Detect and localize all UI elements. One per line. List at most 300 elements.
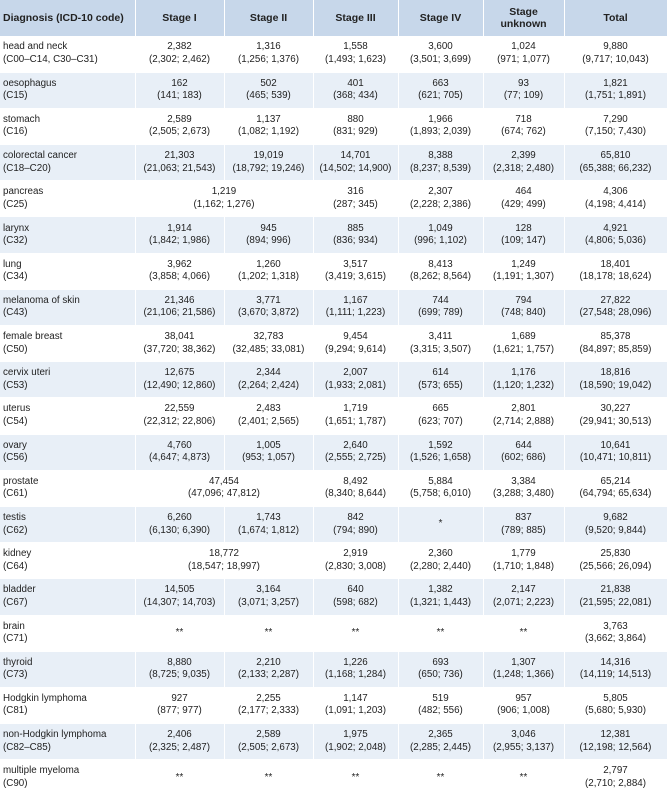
table-row: [0, 72, 667, 108]
stage-1-cell: [135, 506, 224, 542]
cell-interval: (8,725; 9,035): [148, 669, 210, 681]
cell-interval: (953; 1,057): [242, 452, 295, 464]
cell-value: **: [175, 771, 184, 783]
cell-interval: (4,198; 4,414): [584, 198, 646, 210]
cell-interval: (18,590; 19,042): [579, 379, 652, 391]
stage-1-cell: [135, 615, 224, 651]
stage-3-cell: [313, 651, 398, 687]
diagnosis-cell: [0, 398, 135, 434]
cell-value: 794: [515, 294, 532, 306]
header-stage-1: Stage I: [135, 0, 224, 36]
cell-interval: (482; 556): [418, 705, 463, 717]
cell-value: 8,492: [343, 475, 368, 487]
cell-interval: (4,647; 4,873): [148, 452, 210, 464]
total-cell: [564, 434, 667, 470]
diagnosis-name: bladder: [3, 584, 36, 596]
cell-value: *: [438, 518, 443, 530]
cell-value: 502: [260, 77, 277, 89]
stage-unknown-cell: [483, 543, 564, 579]
cell-value: 27,822: [600, 294, 631, 306]
total-cell: [564, 615, 667, 651]
icd-code: (C53): [3, 379, 28, 391]
cell-value: 22,559: [164, 403, 195, 415]
table-row: [0, 615, 667, 651]
cell-value: 2,406: [167, 729, 192, 741]
stage-4-cell: [398, 724, 483, 760]
cell-value: 2,589: [167, 113, 192, 125]
diagnosis-cell: [0, 434, 135, 470]
cell-interval: (2,302; 2,462): [148, 53, 210, 65]
stage-1-2-cell: [135, 181, 313, 217]
stage-2-cell: [224, 72, 313, 108]
cell-value: 2,399: [511, 150, 536, 162]
cell-value: 4,921: [603, 222, 628, 234]
icd-code: (C62): [3, 524, 28, 536]
cell-interval: (25,566; 26,094): [579, 560, 652, 572]
cell-interval: (12,490; 12,860): [143, 379, 216, 391]
cell-interval: (1,162; 1,276): [193, 198, 255, 210]
table-row: [0, 434, 667, 470]
cell-interval: (996; 1,102): [414, 235, 467, 247]
cell-interval: (429; 499): [501, 198, 546, 210]
cell-value: **: [351, 626, 360, 638]
cell-value: 1,592: [428, 439, 453, 451]
cell-value: 1,914: [167, 222, 192, 234]
stage-4-cell: [398, 398, 483, 434]
diagnosis-name: non-Hodgkin lymphoma: [3, 729, 107, 741]
cell-value: 30,227: [600, 403, 631, 415]
diagnosis-cell: [0, 724, 135, 760]
cell-interval: (9,294; 9,614): [324, 343, 386, 355]
icd-code: (C43): [3, 307, 28, 319]
diagnosis-name: pancreas: [3, 186, 44, 198]
cell-interval: (789; 885): [501, 524, 546, 536]
cell-value: 38,041: [164, 331, 195, 343]
stage-unknown-cell: [483, 326, 564, 362]
stage-1-cell: [135, 434, 224, 470]
cell-interval: (3,071; 3,257): [237, 596, 299, 608]
stage-1-2-cell: [135, 470, 313, 506]
stage-3-cell: [313, 108, 398, 144]
cell-value: 3,384: [511, 475, 536, 487]
diagnosis-cell: [0, 579, 135, 615]
total-cell: [564, 724, 667, 760]
diagnosis-cell: [0, 506, 135, 542]
total-cell: [564, 326, 667, 362]
total-cell: [564, 651, 667, 687]
cell-interval: (18,792; 19,246): [232, 162, 305, 174]
stage-2-cell: [224, 724, 313, 760]
stage-4-cell: [398, 687, 483, 723]
cell-interval: (699; 789): [418, 307, 463, 319]
cell-value: 464: [515, 186, 532, 198]
stage-4-cell: [398, 579, 483, 615]
table-row: [0, 760, 667, 796]
total-cell: [564, 289, 667, 325]
cell-interval: (9,520; 9,844): [584, 524, 646, 536]
cell-value: 1,966: [428, 113, 453, 125]
cell-value: 10,641: [600, 439, 631, 451]
cell-value: 3,600: [428, 41, 453, 53]
total-cell: [564, 72, 667, 108]
cell-interval: (1,621; 1,757): [492, 343, 554, 355]
stage-3-cell: [313, 760, 398, 796]
cell-interval: (2,177; 2,333): [237, 705, 299, 717]
cell-interval: (1,248; 1,366): [492, 669, 554, 681]
cell-value: 19,019: [253, 150, 284, 162]
cell-value: **: [264, 626, 273, 638]
cell-interval: (47,096; 47,812): [188, 488, 260, 500]
stage-1-cell: [135, 398, 224, 434]
cell-interval: (1,493; 1,623): [324, 53, 386, 65]
cell-value: 1,821: [603, 77, 628, 89]
cell-value: 18,816: [600, 367, 631, 379]
stage-3-cell: [313, 543, 398, 579]
cell-value: 8,880: [167, 656, 192, 668]
diagnosis-name: female breast: [3, 331, 63, 343]
cell-value: 2,640: [343, 439, 368, 451]
stage-1-cell: [135, 651, 224, 687]
diagnosis-name: larynx: [3, 222, 30, 234]
cell-interval: (64,794; 65,634): [579, 488, 652, 500]
cell-interval: (3,670; 3,872): [237, 307, 299, 319]
cell-value: 2,589: [256, 729, 281, 741]
header-stage-unknown: Stage unknown: [483, 0, 564, 36]
cell-value: 880: [347, 113, 364, 125]
cell-value: **: [436, 771, 445, 783]
cell-interval: (877; 977): [157, 705, 202, 717]
cell-value: 1,249: [511, 258, 536, 270]
cell-interval: (598; 682): [333, 596, 378, 608]
cell-value: 2,255: [256, 692, 281, 704]
cell-value: 14,316: [600, 656, 631, 668]
cell-value: 2,210: [256, 656, 281, 668]
table-row: [0, 506, 667, 542]
cell-interval: (1,168; 1,284): [324, 669, 386, 681]
stage-3-cell: [313, 36, 398, 72]
cell-value: 7,290: [603, 113, 628, 125]
total-cell: [564, 470, 667, 506]
cell-interval: (2,830; 3,008): [324, 560, 386, 572]
cell-interval: (971; 1,077): [497, 53, 550, 65]
icd-code: (C61): [3, 488, 28, 500]
cell-interval: (2,555; 2,725): [324, 452, 386, 464]
cell-value: 25,830: [600, 548, 631, 560]
stage-2-cell: [224, 760, 313, 796]
cell-interval: (2,264; 2,424): [237, 379, 299, 391]
cell-value: 2,344: [256, 367, 281, 379]
cell-value: 665: [432, 403, 449, 415]
table-row: [0, 579, 667, 615]
diagnosis-name: ovary: [3, 439, 27, 451]
cell-value: 3,763: [603, 620, 628, 632]
table-row: [0, 687, 667, 723]
cell-value: 316: [347, 186, 364, 198]
stage-unknown-cell: [483, 362, 564, 398]
stage-4-cell: [398, 651, 483, 687]
stage-2-cell: [224, 579, 313, 615]
diagnosis-name: brain: [3, 620, 25, 632]
cell-value: 2,919: [343, 548, 368, 560]
stage-4-cell: [398, 615, 483, 651]
stage-3-cell: [313, 181, 398, 217]
cell-interval: (141; 183): [157, 90, 202, 102]
cell-value: 1,147: [343, 692, 368, 704]
cell-value: 644: [515, 439, 532, 451]
cell-value: 1,024: [511, 41, 536, 53]
stage-1-cell: [135, 760, 224, 796]
table-row: [0, 470, 667, 506]
stage-unknown-cell: [483, 724, 564, 760]
cell-interval: (3,419; 3,615): [324, 271, 386, 283]
cell-interval: (5,680; 5,930): [584, 705, 646, 717]
cell-value: 693: [432, 656, 449, 668]
cell-interval: (1,933; 2,081): [324, 379, 386, 391]
header-diagnosis: Diagnosis (ICD-10 code): [0, 0, 135, 36]
cell-value: 21,303: [164, 150, 195, 162]
icd-code: (C32): [3, 235, 28, 247]
cell-interval: (2,325; 2,487): [148, 741, 210, 753]
cell-interval: (14,119; 14,513): [579, 669, 652, 681]
diagnosis-cell: [0, 615, 135, 651]
icd-code: (C54): [3, 415, 28, 427]
cell-value: 401: [347, 77, 364, 89]
diagnosis-name: colorectal cancer: [3, 150, 78, 162]
stage-2-cell: [224, 651, 313, 687]
cell-value: 3,164: [256, 584, 281, 596]
cell-value: 927: [171, 692, 188, 704]
cell-interval: (5,758; 6,010): [409, 488, 471, 500]
cell-value: 1,137: [256, 113, 281, 125]
cell-interval: (621; 705): [418, 90, 463, 102]
stage-4-cell: [398, 760, 483, 796]
header-stage-2: Stage II: [224, 0, 313, 36]
cell-interval: (3,288; 3,480): [492, 488, 554, 500]
cell-value: 18,401: [600, 258, 631, 270]
cell-interval: (22,312; 22,806): [143, 415, 216, 427]
cell-value: 744: [432, 294, 449, 306]
diagnosis-cell: [0, 326, 135, 362]
table-row: [0, 108, 667, 144]
cell-interval: (14,502; 14,900): [319, 162, 392, 174]
stage-3-cell: [313, 434, 398, 470]
diagnosis-cell: [0, 217, 135, 253]
stage-3-cell: [313, 398, 398, 434]
cell-value: **: [264, 771, 273, 783]
stage-4-cell: [398, 145, 483, 181]
diagnosis-name: cervix uteri: [3, 367, 51, 379]
cell-interval: (21,106; 21,586): [143, 307, 216, 319]
diagnosis-name: stomach: [3, 113, 41, 125]
cell-value: 2,007: [343, 367, 368, 379]
cell-value: 1,743: [256, 512, 281, 524]
total-cell: [564, 579, 667, 615]
cell-value: 1,219: [211, 186, 237, 198]
icd-code: (C71): [3, 633, 28, 645]
cell-value: 1,005: [256, 439, 281, 451]
cell-value: 9,682: [603, 512, 628, 524]
icd-code: (C90): [3, 777, 28, 789]
cell-value: 1,975: [343, 729, 368, 741]
diagnosis-cell: [0, 760, 135, 796]
cell-value: 3,411: [428, 331, 453, 343]
header-stage-3: Stage III: [313, 0, 398, 36]
cell-interval: (37,720; 38,362): [143, 343, 216, 355]
cell-value: 18,772: [209, 548, 239, 560]
cell-value: 2,147: [511, 584, 536, 596]
cell-value: 2,382: [167, 41, 192, 53]
cell-interval: (14,307; 14,703): [143, 596, 216, 608]
cell-interval: (1,674; 1,812): [237, 524, 299, 536]
cell-value: **: [175, 626, 184, 638]
cell-interval: (12,198; 12,564): [579, 741, 652, 753]
stage-unknown-cell: [483, 470, 564, 506]
stage-4-cell: [398, 72, 483, 108]
header-stage-4: Stage IV: [398, 0, 483, 36]
cell-interval: (2,228; 2,386): [409, 198, 471, 210]
cell-value: 1,226: [343, 656, 368, 668]
cell-interval: (623; 707): [418, 415, 463, 427]
stage-1-cell: [135, 217, 224, 253]
stage-unknown-cell: [483, 145, 564, 181]
stage-3-cell: [313, 145, 398, 181]
stage-4-cell: [398, 253, 483, 289]
diagnosis-name: head and neck: [3, 41, 68, 53]
header-total: Total: [564, 0, 667, 36]
cell-interval: (906; 1,008): [497, 705, 550, 717]
cell-interval: (109; 147): [501, 235, 546, 247]
stage-3-cell: [313, 615, 398, 651]
cell-interval: (1,120; 1,232): [492, 379, 554, 391]
cell-value: 65,214: [600, 475, 631, 487]
cell-value: 663: [432, 77, 449, 89]
icd-code: (C15): [3, 90, 28, 102]
total-cell: [564, 108, 667, 144]
total-cell: [564, 543, 667, 579]
cell-interval: (1,842; 1,986): [148, 235, 210, 247]
cell-interval: (1,710; 1,848): [492, 560, 554, 572]
stage-3-cell: [313, 724, 398, 760]
cell-value: 2,797: [603, 765, 628, 777]
header-row: [0, 0, 667, 36]
cell-value: 2,483: [256, 403, 281, 415]
stage-unknown-cell: [483, 289, 564, 325]
cell-interval: (2,071; 2,223): [492, 596, 554, 608]
cell-value: **: [519, 626, 528, 638]
table-row: [0, 181, 667, 217]
cell-value: 128: [515, 222, 532, 234]
icd-code: (C16): [3, 126, 28, 138]
stage-unknown-cell: [483, 181, 564, 217]
cell-value: 5,884: [428, 475, 453, 487]
cell-value: 14,505: [164, 584, 195, 596]
stage-4-cell: [398, 36, 483, 72]
stage-4-cell: [398, 543, 483, 579]
stage-2-cell: [224, 253, 313, 289]
cell-value: 3,517: [343, 258, 368, 270]
diagnosis-cell: [0, 181, 135, 217]
stage-unknown-cell: [483, 760, 564, 796]
diagnosis-cell: [0, 687, 135, 723]
cell-value: 12,381: [600, 729, 631, 741]
cell-value: 2,307: [428, 186, 453, 198]
diagnosis-cell: [0, 72, 135, 108]
cell-value: 8,413: [428, 258, 453, 270]
diagnosis-name: kidney: [3, 548, 32, 560]
cell-value: 65,810: [600, 150, 631, 162]
table-row: [0, 326, 667, 362]
table-row: [0, 398, 667, 434]
cell-value: 3,046: [511, 729, 536, 741]
cell-interval: (2,710; 2,884): [584, 777, 646, 789]
table-row: [0, 289, 667, 325]
diagnosis-cell: [0, 470, 135, 506]
stage-4-cell: [398, 181, 483, 217]
cell-value: **: [436, 626, 445, 638]
cell-value: 4,760: [167, 439, 192, 451]
cell-interval: (27,548; 28,096): [579, 307, 652, 319]
cell-value: 12,675: [164, 367, 195, 379]
cell-interval: (18,547; 18,997): [188, 560, 260, 572]
stage-1-cell: [135, 253, 224, 289]
diagnosis-cell: [0, 289, 135, 325]
stage-2-cell: [224, 687, 313, 723]
cell-value: 1,779: [511, 548, 536, 560]
cell-value: 1,167: [343, 294, 368, 306]
total-cell: [564, 760, 667, 796]
total-cell: [564, 506, 667, 542]
icd-code: (C18–C20): [3, 162, 51, 174]
cell-interval: (4,806; 5,036): [584, 235, 646, 247]
total-cell: [564, 398, 667, 434]
icd-code: (C25): [3, 198, 28, 210]
stage-4-cell: [398, 108, 483, 144]
cell-value: 1,049: [428, 222, 453, 234]
cell-interval: (748; 840): [501, 307, 546, 319]
cell-interval: (1,256; 1,376): [237, 53, 299, 65]
stage-2-cell: [224, 506, 313, 542]
cell-interval: (7,150; 7,430): [584, 126, 646, 138]
stage-3-cell: [313, 289, 398, 325]
cell-interval: (77; 109): [503, 90, 544, 102]
cell-interval: (3,858; 4,066): [148, 271, 210, 283]
cell-value: 32,783: [253, 331, 284, 343]
cell-interval: (18,178; 18,624): [579, 271, 652, 283]
stage-1-cell: [135, 72, 224, 108]
total-cell: [564, 181, 667, 217]
cell-value: 21,346: [164, 294, 195, 306]
diagnosis-cell: [0, 145, 135, 181]
cell-value: 8,388: [428, 150, 453, 162]
stage-unknown-cell: [483, 108, 564, 144]
stage-1-cell: [135, 145, 224, 181]
icd-code: (C81): [3, 705, 28, 717]
total-cell: [564, 36, 667, 72]
cell-interval: (368; 434): [333, 90, 378, 102]
diagnosis-cell: [0, 651, 135, 687]
stage-4-cell: [398, 362, 483, 398]
total-cell: [564, 362, 667, 398]
table-row: [0, 253, 667, 289]
stage-3-cell: [313, 326, 398, 362]
cell-value: 1,689: [511, 331, 536, 343]
stage-3-cell: [313, 687, 398, 723]
cell-interval: (836; 934): [333, 235, 378, 247]
cell-interval: (1,111; 1,223): [325, 307, 386, 319]
stage-2-cell: [224, 108, 313, 144]
total-cell: [564, 217, 667, 253]
table-row: [0, 724, 667, 760]
